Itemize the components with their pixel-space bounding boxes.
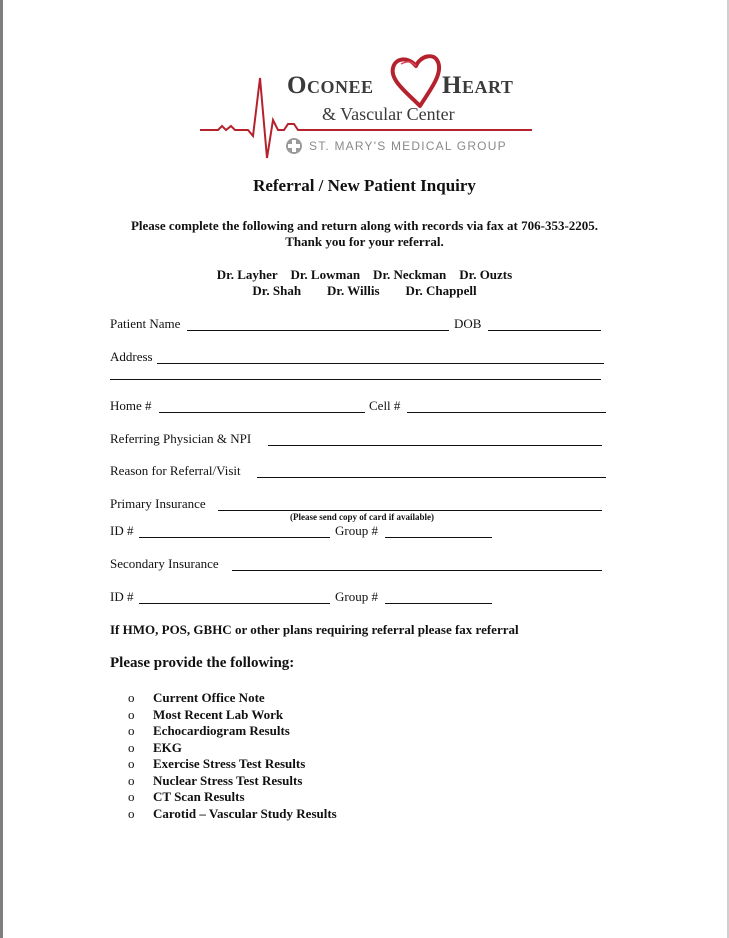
logo-heart: Heart (442, 72, 514, 99)
bullet-icon: o (128, 789, 135, 804)
list-item-text: Most Recent Lab Work (153, 706, 284, 722)
home-phone-label: Home # (110, 398, 152, 413)
group-field-1[interactable] (385, 537, 492, 538)
address-field-line-1[interactable] (157, 363, 604, 364)
bullet-icon: o (128, 805, 135, 821)
list-item-text: Exercise Stress Test Results (153, 756, 306, 771)
referring-physician-label: Referring Physician & NPI (110, 431, 252, 446)
id-field-2[interactable] (139, 603, 330, 604)
logo-medical-group: ST. MARY'S MEDICAL GROUP (309, 139, 507, 153)
home-phone-field[interactable] (159, 412, 365, 413)
list-item-text: EKG (153, 739, 182, 755)
cross-emblem-icon (286, 138, 302, 154)
doctors-row-2: Dr. Shah Dr. Willis Dr. Chappell (252, 283, 477, 298)
bullet-icon: o (128, 723, 135, 738)
secondary-insurance-field[interactable] (232, 570, 602, 571)
secondary-insurance-label: Secondary Insurance (110, 556, 219, 571)
instruction-line-2: Thank you for your referral. (285, 234, 444, 249)
list-item-text: CT Scan Results (153, 789, 245, 804)
group-label-2: Group # (335, 589, 378, 604)
reason-field[interactable] (257, 477, 606, 478)
group-label-1: Group # (335, 523, 378, 538)
provide-heading: Please provide the following: (110, 655, 295, 671)
id-label-2: ID # (110, 589, 134, 604)
id-field-1[interactable] (139, 537, 330, 538)
group-field-2[interactable] (385, 603, 492, 604)
dob-label: DOB (454, 316, 482, 331)
card-copy-note: (Please send copy of card if available) (290, 512, 434, 522)
list-item-text: Echocardiogram Results (153, 723, 290, 738)
id-label-1: ID # (110, 523, 134, 538)
page-border-left (0, 0, 3, 938)
primary-insurance-field[interactable] (218, 510, 602, 511)
logo-oconee: Oconee (287, 72, 374, 99)
primary-insurance-label: Primary Insurance (110, 496, 206, 511)
list-item-text: Current Office Note (153, 690, 265, 705)
instruction-line-1: Please complete the following and return along with records via fax at 706-353-2205. (130, 218, 599, 233)
dob-field[interactable] (488, 330, 601, 331)
bullet-icon: o (128, 706, 135, 722)
patient-name-label: Patient Name (110, 316, 181, 331)
page-title: Referral / New Patient Inquiry (253, 176, 476, 195)
reason-label: Reason for Referral/Visit (110, 463, 241, 478)
list-item-text: Nuclear Stress Test Results (153, 772, 303, 788)
doctors-row-1: Dr. Layher Dr. Lowman Dr. Neckman Dr. Ouzts (216, 267, 513, 282)
patient-name-field[interactable] (187, 330, 449, 331)
logo-vascular-center: & Vascular Center (322, 104, 455, 124)
hmo-referral-note: If HMO, POS, GBHC or other plans requiring referral please fax referral (110, 622, 519, 637)
referring-physician-field[interactable] (268, 445, 602, 446)
bullet-icon: o (128, 756, 135, 771)
cell-phone-label: Cell # (369, 398, 401, 413)
address-label: Address (110, 349, 153, 364)
cell-phone-field[interactable] (407, 412, 606, 413)
address-field-line-2[interactable] (110, 379, 601, 380)
bullet-icon: o (128, 739, 135, 755)
list-item-text: Carotid – Vascular Study Results (153, 805, 337, 821)
logo (198, 48, 532, 160)
bullet-icon: o (128, 772, 135, 788)
bullet-icon: o (128, 690, 135, 705)
